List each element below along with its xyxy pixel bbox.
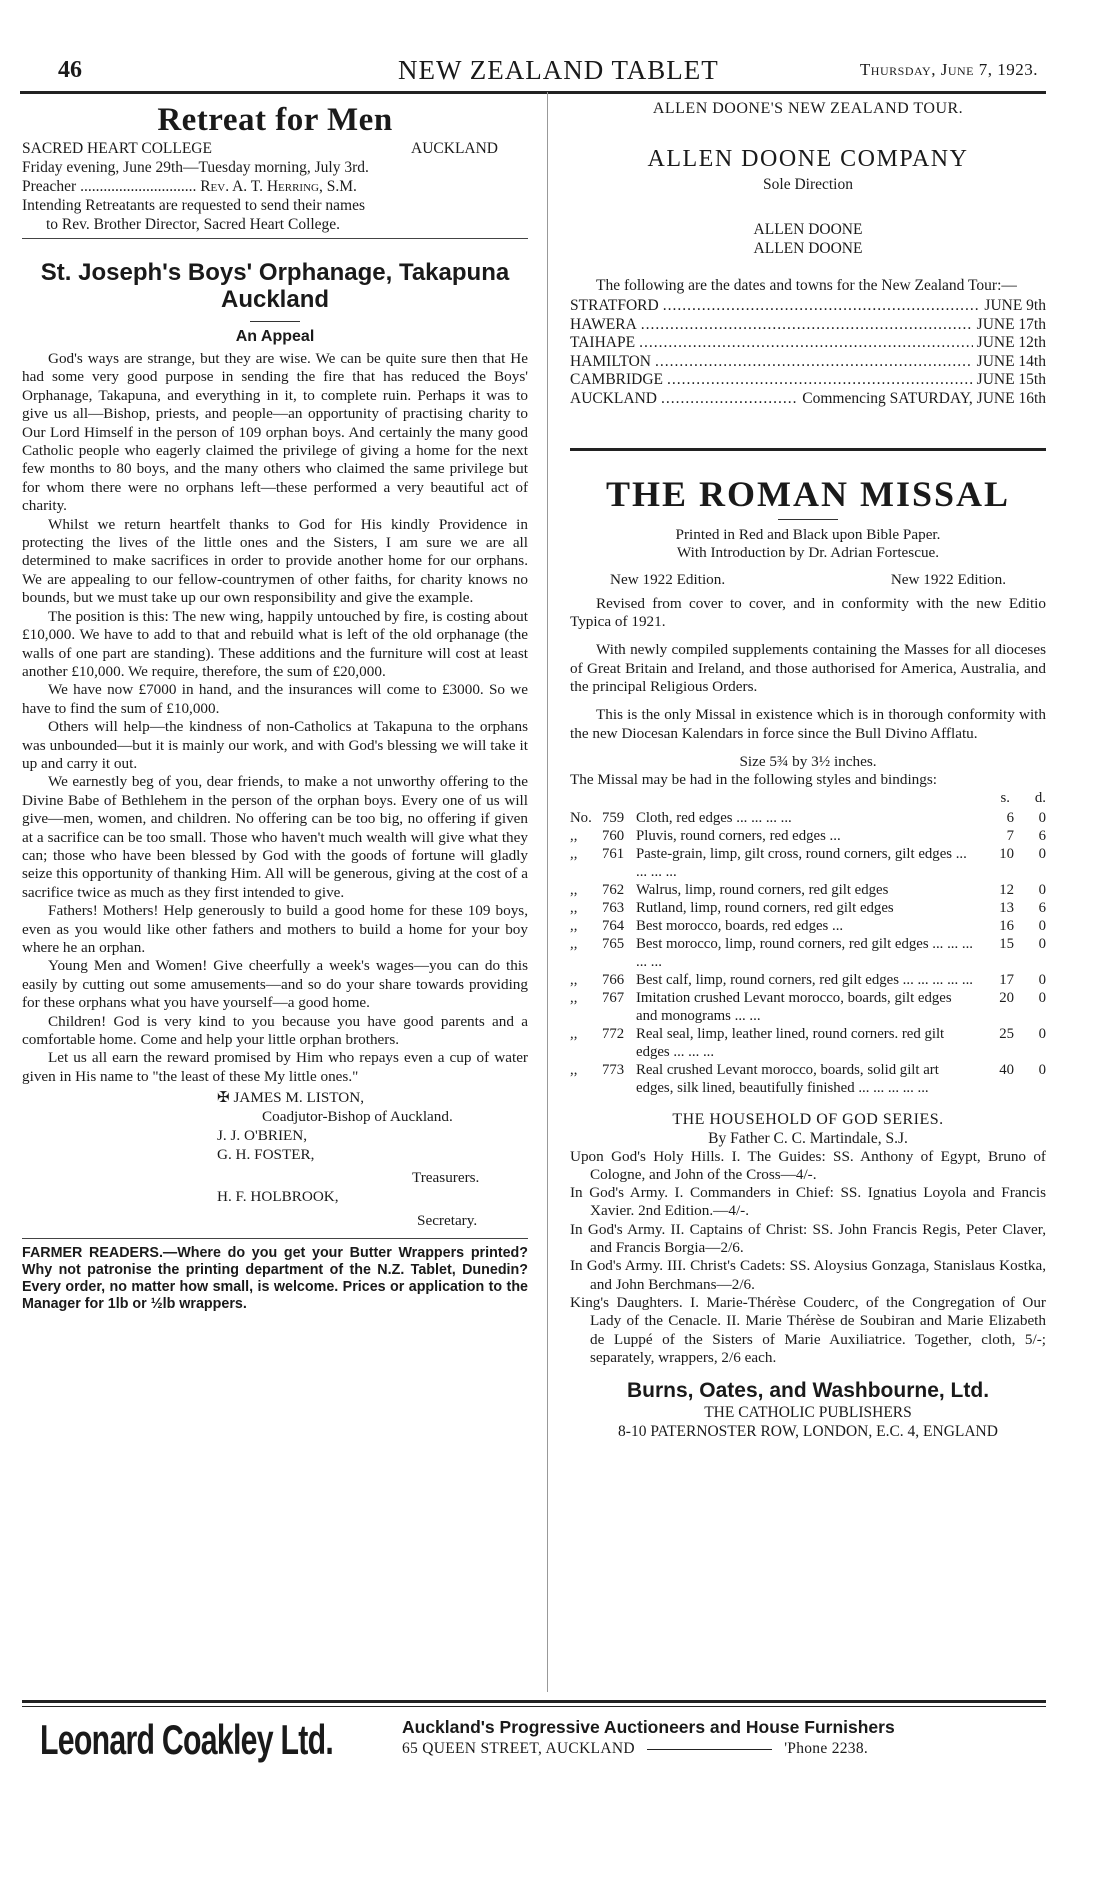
- page-number: 46: [58, 57, 82, 83]
- short-rule: [250, 321, 300, 322]
- household-title: THE HOUSEHOLD OF GOD SERIES.: [672, 1110, 944, 1128]
- signature-secretary: Secretary.: [417, 1212, 478, 1230]
- left-column: [22, 100, 528, 1313]
- orphanage-title: [22, 259, 528, 313]
- binding-row: No. 759 Cloth, red edges ... ... ... ... 6 0: [570, 809, 1046, 826]
- short-rule: [778, 519, 838, 520]
- appeal-body: [22, 350, 528, 1086]
- binding-row: ,, 766 Best calf, limp, round corners, red gilt edges ... ... ... ... ... 17 0: [570, 971, 1046, 988]
- binding-row: ,, 765 Best morocco, limp, round corners, red gilt edges ... ... ... ... ... 15 0: [570, 935, 1046, 970]
- header-rule: [20, 91, 1046, 94]
- missal-paragraph: Revised from cover to cover, and in conformity with the new Editio Typica of 1921.: [570, 594, 1046, 631]
- orphanage-title-line-2: Auckland: [220, 286, 330, 313]
- appeal-paragraph: We have now £7000 in hand, and the insurances will come to £3000. So we have to find the sum of £10,000.: [22, 681, 528, 717]
- missal-line-1: Printed in Red and Black upon Bible Paper.: [675, 526, 941, 543]
- advertiser-street: 65 QUEEN STREET, AUCKLAND: [402, 1740, 635, 1757]
- book-item: In God's Army. I. Commanders in Chief: SS. Ignatius Loyola and Francis Xavier. 2nd Edition.—4/-.: [570, 1184, 1046, 1220]
- signature-coadjutor: Coadjutor-Bishop of Auckland.: [262, 1108, 453, 1126]
- appeal-paragraph: Let us all earn the reward promised by Him who repays even a cup of water given in His name to "the least of these My little ones.": [22, 1049, 528, 1085]
- director-name-2: ALLEN DOONE: [753, 240, 863, 257]
- column-divider: [547, 92, 548, 1692]
- tour-row: TAIHAPE ..... JUNE 12th: [570, 334, 1046, 353]
- right-column: [570, 100, 1046, 1441]
- price-header: [570, 790, 1046, 807]
- appeal-paragraph: God's ways are strange, but they are wise. We can be quite sure then that He had some very good purpose in sending the fire that has reduced the Boys' Orphanage, Takapuna, and everything in it, to complete ruin. Perhaps it was to give us all—Bishop, priests, and people—an opportunity of practising charity to Our Lord Himself in the person of 109 orphan boys. And certainly the many good Catholic people who eagerly claimed the privilege of giving a home for the next few months to 80 boys, and the many others who claimed the same privilege but for whom there were no orphans left—these performed a very beautiful act of charity.: [22, 350, 528, 515]
- retreat-note-1: Intending Retreatants are requested to send their names: [22, 197, 366, 214]
- binding-row: ,, 760 Pluvis, round corners, red edges ... 7 6: [570, 827, 1046, 844]
- binding-row: ,, 772 Real seal, limp, leather lined, round corners. red gilt edges ... ... ... 25 0: [570, 1025, 1046, 1060]
- signature-liston: ✠ JAMES M. LISTON,: [217, 1089, 365, 1107]
- masthead-title: NEW ZEALAND TABLET: [398, 55, 719, 85]
- footer-rule: [22, 1706, 1046, 1707]
- appeal-paragraph: The position is this: The new wing, happily untouched by fire, is costing about £10,000. We have to add to that and rebuild what is left of the old orphanage (the walls of one part are standing). These additions and the furniture will cost at least another £10,000. We require, therefore, the sum of £20,000.: [22, 607, 528, 680]
- publisher-subtitle: THE CATHOLIC PUBLISHERS: [704, 1404, 912, 1422]
- tour-row: HAMILTON ..... JUNE 14th: [570, 353, 1046, 372]
- section-rule: [570, 448, 1046, 451]
- advertiser-address-line: [402, 1740, 868, 1758]
- missal-title: THE ROMAN MISSAL: [605, 474, 1011, 514]
- missal-paragraph: This is the only Missal in existence which is in thorough conformity with the new Diocesan Kalendars in force since the Bull Divino Afflatu.: [570, 706, 1046, 742]
- edition-label-a: New 1922 Edition.: [610, 570, 726, 588]
- binding-row: ,, 762 Walrus, limp, round corners, red gilt edges 12 0: [570, 881, 1046, 898]
- issue-date: Thursday, June 7, 1923.: [859, 60, 1038, 79]
- director-name-1: ALLEN DOONE: [753, 221, 863, 238]
- missal-editions: [570, 571, 1046, 589]
- shillings-header: s.: [1000, 789, 1010, 806]
- retreat-note-2: to Rev. Brother Director, Sacred Heart College.: [46, 216, 341, 233]
- signature-holbrook: H. F. HOLBROOK,: [217, 1188, 339, 1206]
- appeal-paragraph: Fathers! Mothers! Help generously to build a good home for these 109 boys, even as you would like other fathers and mothers to build a home for your boy where he an orphan.: [22, 902, 528, 956]
- household-books: [570, 1148, 1046, 1368]
- signature-treasurers: Treasurers.: [412, 1169, 480, 1187]
- appeal-heading: An Appeal: [235, 328, 315, 345]
- book-item: Upon God's Holy Hills. I. The Guides: SS. Anthony of Egypt, Bruno of Cologne, and John of the Cross—4/-.: [570, 1147, 1046, 1183]
- advertiser-phone: 'Phone 2238.: [784, 1740, 869, 1757]
- book-item: In God's Army. III. Christ's Cadets: SS. Aloysius Gonzaga, Stanislaus Kostka, and John Berchmans—2/6.: [570, 1257, 1046, 1293]
- retreat-city: AUCKLAND: [411, 140, 498, 157]
- appeal-paragraph: We earnestly beg of you, dear friends, to make a not unworthy offering to the Divine Babe of Bethlehem in the person of the orphan boys. Every one of us will give—men, women, and children. No offering can be too big, no offering if given at a sacrifice can be too small. Those who haven't much wealth will give what they can; those who have been blessed by God with the goods of fortune will gladly seize this opportunity of thanking Him. All will be generous, giving at the cost of a sacrifice twice as much as they first intended to give.: [22, 773, 528, 901]
- tour-row: CAMBRIDGE ..... JUNE 15th: [570, 371, 1046, 390]
- dash-rule: [647, 1749, 772, 1750]
- signature-foster: G. H. FOSTER,: [217, 1146, 315, 1164]
- styles-intro: The Missal may be had in the following styles and bindings:: [570, 771, 937, 789]
- tour-intro: The following are the dates and towns for the New Zealand Tour:—: [596, 277, 1017, 294]
- missal-paragraph: With newly compiled supplements containing the Masses for all dioceses of Great Britain and Ireland, and those authorised for America, Australia, and the principal Religious Orders.: [570, 641, 1046, 696]
- advertiser-tagline: Auckland's Progressive Auctioneers and House Furnishers: [402, 1717, 895, 1737]
- binding-row: ,, 764 Best morocco, boards, red edges ... 16 0: [570, 917, 1046, 934]
- publisher-name: Burns, Oates, and Washbourne, Ltd.: [626, 1379, 990, 1403]
- binding-row: ,, 773 Real crushed Levant morocco, boards, solid gilt art edges, silk lined, beautifully finished ... ... ... ... ... 40 0: [570, 1061, 1046, 1096]
- advertiser-name: Leonard Coakley Ltd.: [40, 1716, 334, 1763]
- edition-label-b: New 1922 Edition.: [890, 570, 1006, 588]
- binding-row: ,, 761 Paste-grain, limp, gilt cross, round corners, gilt edges ... ... ... ... 10 0: [570, 845, 1046, 880]
- tour-row: STRATFORD ..... JUNE 9th: [570, 297, 1046, 316]
- section-rule: [22, 238, 528, 239]
- tour-row: AUCKLAND ..... Commencing SATURDAY, JUNE 16th: [570, 390, 1046, 409]
- retreat-when: Friday evening, June 29th—Tuesday morning, July 3rd.: [22, 159, 369, 176]
- publisher-address: 8-10 PATERNOSTER ROW, LONDON, E.C. 4, ENGLAND: [618, 1423, 998, 1441]
- pence-header: d.: [1034, 789, 1046, 806]
- section-rule: [22, 1238, 528, 1239]
- bindings-list: [570, 809, 1046, 1097]
- tour-title: ALLEN DOONE'S NEW ZEALAND TOUR.: [652, 100, 964, 117]
- signature-obrien: J. J. O'BRIEN,: [217, 1127, 308, 1145]
- binding-row: ,, 767 Imitation crushed Levant morocco, boards, gilt edges and monograms ... ... 20 0: [570, 989, 1046, 1024]
- orphanage-title-line-1: St. Joseph's Boys' Orphanage, Takapuna: [40, 259, 510, 286]
- appeal-paragraph: Whilst we return heartfelt thanks to God for His kindly Providence in protecting the lives of the little ones and the Sisters, I am sure we are all determined to make sacrifices in order to provide another home for our orphans. We are appealing to our fellow-countrymen of other faiths, for charity knows no bounds, but we must take up our own responsibility and give the example.: [22, 515, 528, 607]
- retreat-college: SACRED HEART COLLEGE: [22, 140, 212, 157]
- household-author: By Father C. C. Martindale, S.J.: [708, 1129, 908, 1147]
- missal-size: Size 5¾ by 3½ inches.: [739, 752, 877, 770]
- retreat-preacher-label: Preacher ..............................: [22, 178, 197, 195]
- book-item: King's Daughters. I. Marie-Thérèse Couderc, of the Congregation of Our Lady of the Cenacle. II. Marie Thérèse de Soubiran and Marie Elizabeth de Luppé of the Sisters of Marie Auxiliatrice. Together, cloth, 5/-; separately, wrappers, 2/6 each.: [570, 1293, 1046, 1366]
- missal-description: [570, 526, 1046, 790]
- company-name: ALLEN DOONE COMPANY: [647, 146, 969, 172]
- retreat-preacher-line: [22, 177, 528, 196]
- appeal-paragraph: Children! God is very kind to you because you have good parents and a comfortable home. Come and help your little orphan brothers.: [22, 1012, 528, 1049]
- missal-line-2: With Introduction by Dr. Adrian Fortescue.: [676, 544, 940, 562]
- farmer-readers-notice: FARMER READERS.—Where do you get your Butter Wrappers printed? Why not patronise the printing department of the N.Z. Tablet, Dunedin? Every order, no matter how small, is welcome. Prices or application to the Manager for 1lb or ½lb wrappers.: [22, 1245, 528, 1313]
- book-item: In God's Army. II. Captains of Christ: SS. John Francis Regis, Peter Claver, and Francis Borgia—2/6.: [570, 1220, 1046, 1257]
- tour-dates: [570, 297, 1046, 408]
- footer-rule: [22, 1700, 1046, 1703]
- sole-direction: Sole Direction: [763, 176, 853, 193]
- binding-row: ,, 763 Rutland, limp, round corners, red gilt edges 13 6: [570, 899, 1046, 916]
- page-header: [58, 55, 1038, 91]
- appeal-paragraph: Young Men and Women! Give cheerfully a week's wages—you can do this easily by cutting out some amusements—and so do your share towards providing for these orphans what you have yourself—a good home.: [22, 957, 528, 1012]
- signatories: [22, 1088, 528, 1230]
- retreat-preacher: Rev. A. T. Herring, S.M.: [200, 178, 357, 195]
- retreat-location: [22, 139, 528, 158]
- tour-row: HAWERA ..... JUNE 17th: [570, 316, 1046, 335]
- retreat-title: Retreat for Men: [157, 102, 393, 138]
- appeal-paragraph: Others will help—the kindness of non-Catholics at Takapuna to the orphans was unbounded—but it is mainly our work, and with God's blessing we will take it up and carry it out.: [22, 718, 528, 772]
